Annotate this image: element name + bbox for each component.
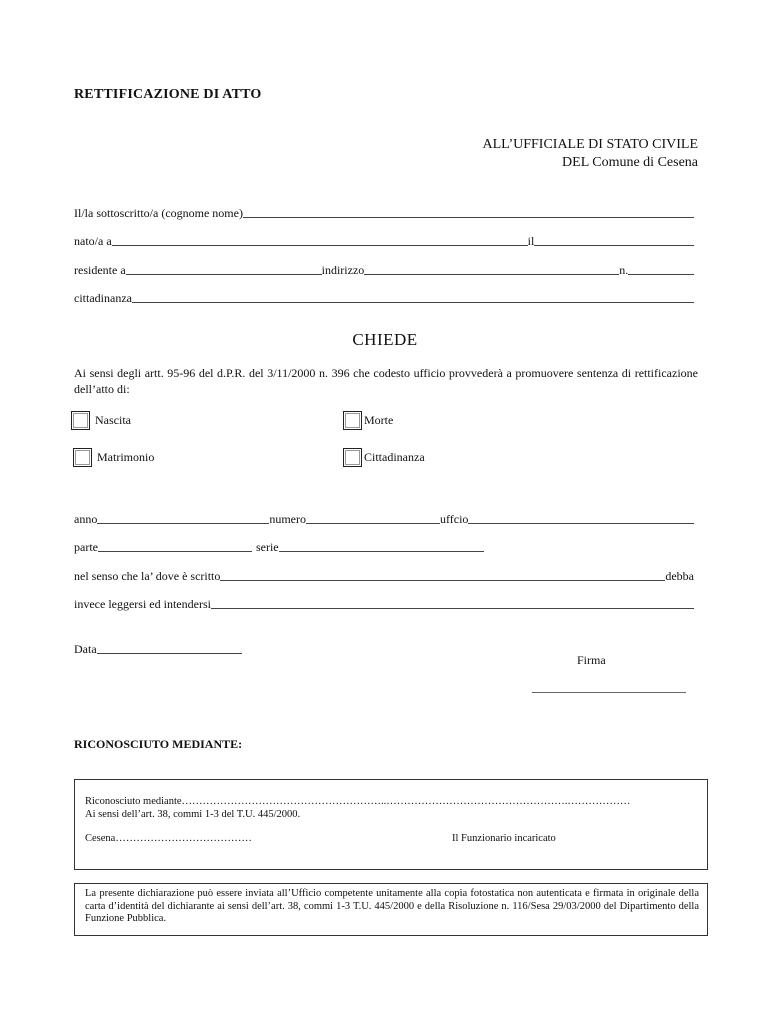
recognition-funzionario: Il Funzionario incaricato <box>452 833 556 844</box>
indirizzo-field[interactable] <box>364 263 619 275</box>
uffcio-label: uffcio <box>439 512 469 526</box>
residente-label: residente a <box>74 263 126 277</box>
row-anno <box>74 508 694 526</box>
form-title: RETTIFICAZIONE DI ATTO <box>74 87 262 102</box>
cittadinanza-option-label: Cittadinanza <box>364 450 425 464</box>
residente-field[interactable] <box>126 263 322 275</box>
nato-luogo-field[interactable] <box>112 234 394 246</box>
option-matrimonio[interactable] <box>73 448 154 467</box>
sottoscritto-field[interactable] <box>243 206 694 218</box>
nel-senso-label: nel senso che la’ dove è scritto <box>74 569 221 583</box>
option-morte[interactable] <box>343 411 393 430</box>
recognition-panel <box>74 779 708 870</box>
addressee-line-1: ALL’UFFICIALE DI STATO CIVILE <box>482 137 698 152</box>
sottoscritto-label: Il/la sottoscritto/a (cognome nome) <box>74 206 243 220</box>
nato-data-field[interactable] <box>534 234 694 246</box>
scritto-field[interactable] <box>220 569 665 581</box>
option-cittadinanza[interactable] <box>343 448 425 467</box>
il-label: il <box>527 234 535 248</box>
numero-civico-label: n. <box>619 263 629 277</box>
debba-label: debba <box>665 569 694 583</box>
recognition-line-2: Ai sensi dell’art. 38, commi 1-3 del T.U. 445/2000. <box>85 809 301 820</box>
data-field[interactable] <box>97 642 242 654</box>
numero-label: numero <box>269 512 306 526</box>
parte-field[interactable] <box>98 540 252 552</box>
anno-label: anno <box>74 512 98 526</box>
row-cittadinanza <box>74 287 694 305</box>
indirizzo-label: indirizzo <box>321 263 365 277</box>
row-residente <box>74 259 694 277</box>
cittadinanza-checkbox[interactable] <box>343 448 362 467</box>
data-label: Data <box>74 642 97 656</box>
recognition-heading: RICONOSCIUTO MEDIANTE: <box>74 737 243 751</box>
parte-label: parte <box>74 540 98 554</box>
matrimonio-checkbox[interactable] <box>73 448 92 467</box>
matrimonio-label: Matrimonio <box>97 450 155 464</box>
row-parte <box>74 536 484 554</box>
nato-provincia-field[interactable] <box>394 234 528 246</box>
anno-field[interactable] <box>97 512 269 524</box>
row-invece <box>74 593 694 611</box>
invece-field[interactable] <box>211 597 694 609</box>
morte-checkbox[interactable] <box>343 411 362 430</box>
nascita-checkbox[interactable] <box>71 411 90 430</box>
numero-civico-field[interactable] <box>628 263 694 275</box>
numero-field[interactable] <box>306 512 440 524</box>
cittadinanza-field[interactable] <box>132 291 694 303</box>
row-sottoscritto <box>74 202 694 220</box>
note-text: La presente dichiarazione può essere inviata all’Ufficio competente unitamente alla copia fotostatica non autenticata e firmata in originale della carta d’identità del dichiarante ai sensi dell’art. 38, commi 1-3 T.U. 445/2000 e della Risoluzione n. 116/Sesa 29/03/2000 del Dipartimento della Funzione Pubblica. <box>85 888 699 924</box>
firma-label: Firma <box>577 653 606 667</box>
row-data <box>74 638 242 656</box>
firma-field[interactable] <box>532 692 686 693</box>
cittadinanza-label: cittadinanza <box>74 291 132 305</box>
uffcio-field[interactable] <box>468 512 694 524</box>
morte-label: Morte <box>364 413 394 427</box>
addressee-line-2: DEL Comune di Cesena <box>562 155 698 170</box>
recognition-line-1: Riconosciuto mediante…………………………………………………..…………………………………………….……………… <box>85 796 631 807</box>
note-panel <box>74 883 708 936</box>
serie-label: serie <box>255 540 279 554</box>
invece-label: invece leggersi ed intendersi <box>74 597 211 611</box>
serie-field[interactable] <box>279 540 484 552</box>
nato-label: nato/a a <box>74 234 112 248</box>
request-paragraph: Ai sensi degli artt. 95-96 del d.P.R. del 3/11/2000 n. 396 che codesto ufficio provvederà a promuovere sentenza di rettificazione dell’atto di: <box>74 366 698 396</box>
nascita-label: Nascita <box>95 413 131 427</box>
recognition-cesena: Cesena………………………………… <box>85 833 252 844</box>
chiede-heading: CHIEDE <box>352 330 418 349</box>
row-nato <box>74 230 694 248</box>
row-nel-senso <box>74 565 694 583</box>
option-nascita[interactable] <box>71 411 131 430</box>
